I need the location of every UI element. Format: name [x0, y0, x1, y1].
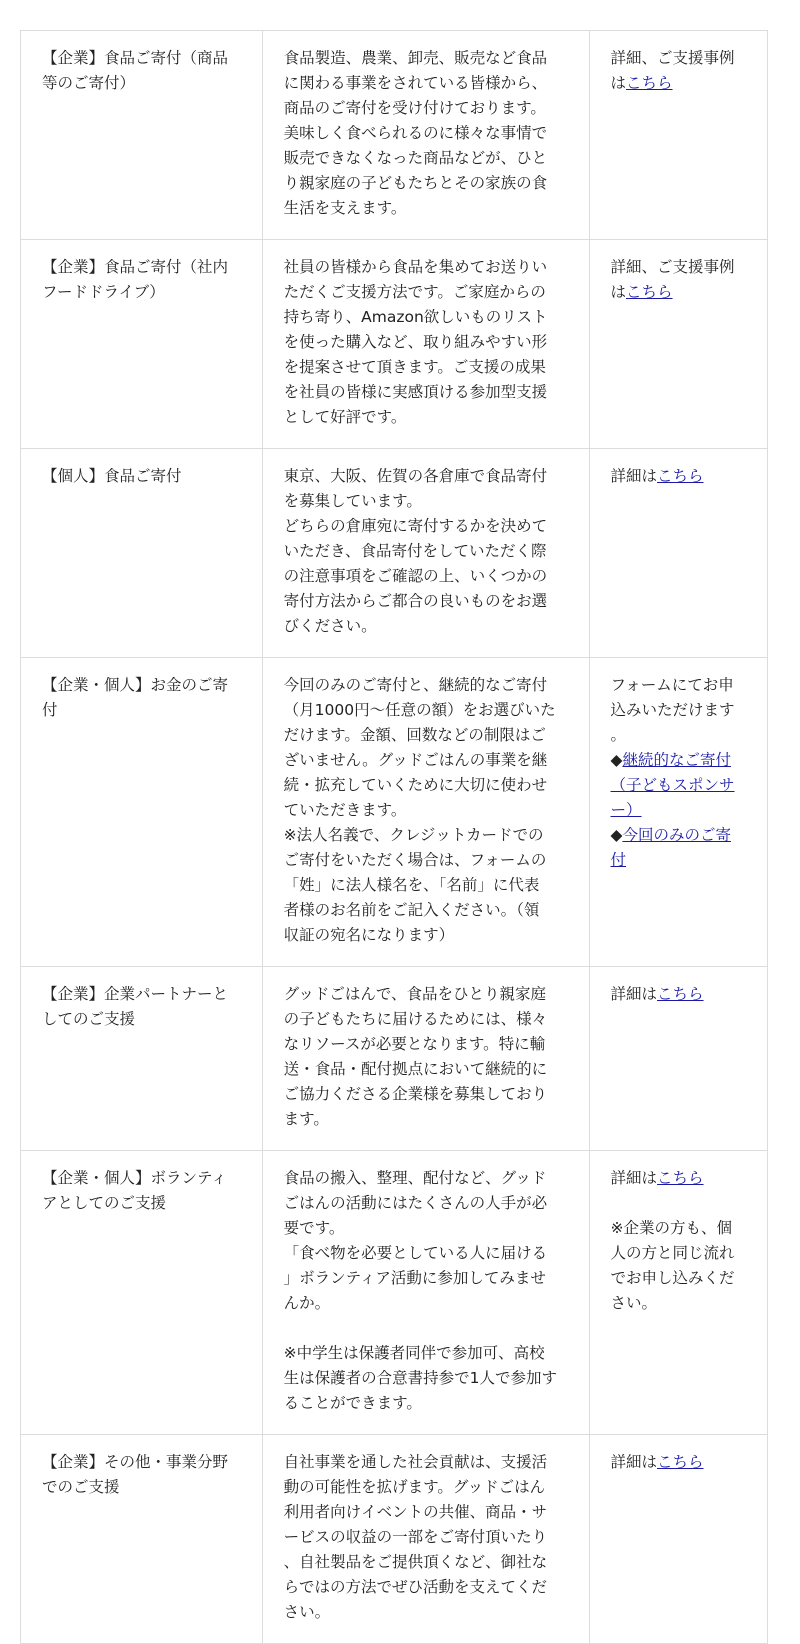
detail-line: [611, 280, 747, 305]
detail-line: [611, 464, 747, 489]
table-row: [21, 1435, 768, 1644]
description-text: ※中学生は保護者同伴で参加可、高校: [283, 1344, 545, 1362]
support-type-text: アとしてのご支援: [42, 1194, 167, 1212]
description-text: だけます。金額、回数などの制限はご: [283, 726, 546, 744]
support-type-cell: [21, 1435, 263, 1644]
detail-link[interactable]: 付: [610, 851, 627, 869]
support-description-cell: [262, 240, 589, 449]
description-text: どちらの倉庫宛に寄付するかを決めて: [283, 517, 548, 535]
support-type-text: 【企業】食品ご寄付（社内: [42, 258, 229, 276]
description-text: 要です。: [283, 1219, 345, 1237]
description-text: 送・食品・配付拠点において継続的に: [283, 1060, 548, 1078]
detail-line: [611, 1291, 747, 1316]
support-detail-cell: [589, 449, 767, 658]
support-description-cell: [262, 658, 589, 967]
detail-link[interactable]: （子どもスポンサ: [610, 776, 735, 794]
detail-line: [611, 723, 747, 748]
detail-line: [611, 255, 747, 280]
description-text: 生は保護者の合意書持参で1人で参加す: [283, 1369, 558, 1387]
description-text: の子どもたちに届けるためには、様々: [283, 1010, 548, 1028]
description-text: 東京、大阪、佐賀の各倉庫で食品寄付: [283, 467, 548, 485]
description-text: を募集しています。: [283, 492, 422, 510]
support-type-text: 等のご寄付）: [42, 74, 136, 92]
detail-line: [611, 1216, 747, 1241]
description-text: り親家庭の子どもたちとその家族の食: [283, 174, 548, 192]
description-text: 食品の搬入、整理、配付など、グッド: [283, 1169, 547, 1187]
support-type-text: 【企業・個人】ボランティ: [42, 1169, 227, 1187]
table-row: [21, 31, 768, 240]
support-description-cell: [262, 31, 589, 240]
description-text: グッドごはんで、食品をひとり親家庭: [283, 985, 547, 1003]
description-text: 利用者向けイベントの共催、商品・サ: [283, 1503, 548, 1521]
support-detail-cell: [589, 31, 767, 240]
description-text: 、自社製品をご提供頂くなど、御社な: [283, 1553, 548, 1571]
detail-link[interactable]: ー）: [610, 801, 642, 819]
table-row: [21, 658, 768, 967]
detail-text: ※企業の方も、個: [610, 1219, 733, 1237]
support-type-text: フードドライブ）: [42, 283, 165, 301]
description-text: ービスの収益の一部をご寄付頂いたり: [283, 1528, 548, 1546]
support-type-cell: [21, 449, 263, 658]
support-type-cell: [21, 1151, 263, 1435]
detail-line: [611, 673, 747, 698]
detail-link[interactable]: 今回のみのご寄: [622, 826, 731, 844]
description-text: なリソースが必要となります。特に輸: [283, 1035, 546, 1053]
support-type-cell: [21, 967, 263, 1151]
description-text: ごはんの活動にはたくさんの人手が必: [283, 1194, 548, 1212]
detail-text: 詳細、ご支援事例: [610, 49, 735, 67]
description-text: の注意事項をご確認の上、いくつかの: [283, 567, 548, 585]
detail-line: [611, 71, 747, 96]
description-text: いただき、食品寄付をしていただく際: [283, 542, 547, 560]
detail-text: は: [610, 74, 627, 92]
support-type-cell: [21, 31, 263, 240]
description-text: さい。: [283, 1603, 331, 1621]
description-text: 商品のご寄付を受け付けております。: [283, 99, 546, 117]
support-methods-table: [20, 30, 768, 1644]
detail-line: [611, 982, 747, 1007]
detail-text: 。: [610, 726, 627, 744]
table-body: [21, 31, 768, 1644]
detail-text: ◆: [610, 826, 623, 844]
detail-text: 詳細は: [610, 985, 658, 1003]
detail-link[interactable]: こちら: [626, 283, 673, 301]
description-text: 者様のお名前をご記入ください。（領: [283, 901, 540, 919]
description-text: 生活を支えます。: [283, 199, 407, 217]
description-text: 寄付方法からご都合の良いものをお選: [283, 592, 548, 610]
detail-line: [611, 698, 747, 723]
blank-line: [611, 1191, 747, 1216]
description-text: に関わる事業をされている皆様から、: [283, 74, 548, 92]
support-detail-cell: [589, 1151, 767, 1435]
description-text: ざいません。グッドごはんの事業を継: [283, 751, 548, 769]
description-text: ご協力くださる企業様を募集しており: [283, 1085, 548, 1103]
description-text: 販売できなくなった商品などが、ひと: [283, 149, 548, 167]
description-text: （月1000円〜任意の額）をお選びいた: [283, 701, 556, 719]
detail-line: [611, 1266, 747, 1291]
detail-line: [611, 1241, 747, 1266]
support-type-text: 付: [42, 701, 58, 719]
detail-link[interactable]: こちら: [626, 74, 673, 92]
description-text: ご寄付をいただく場合は、フォームの: [283, 851, 547, 869]
description-text: 「食べ物を必要としている人に届ける: [283, 1244, 548, 1262]
support-type-text: 【企業】その他・事業分野: [42, 1453, 229, 1471]
detail-line: [611, 823, 747, 848]
description-text: ます。: [283, 1110, 329, 1128]
detail-link[interactable]: こちら: [657, 1169, 704, 1187]
support-type-text: 【企業】企業パートナーと: [42, 985, 229, 1003]
table-row: [21, 449, 768, 658]
detail-text: 詳細は: [610, 1169, 658, 1187]
detail-link[interactable]: こちら: [657, 985, 704, 1003]
table-row: [21, 1151, 768, 1435]
description-text: として好評です。: [283, 408, 407, 426]
detail-line: [611, 798, 747, 823]
table-row: [21, 967, 768, 1151]
detail-text: ◆: [610, 751, 623, 769]
description-text: 自社事業を通した社会貢献は、支援活: [283, 1453, 548, 1471]
support-detail-cell: [589, 658, 767, 967]
support-description-cell: [262, 967, 589, 1151]
description-text: 美味しく食べられるのに様々な事情で: [283, 124, 548, 142]
support-description-cell: [262, 1435, 589, 1644]
description-text: ることができます。: [283, 1394, 422, 1412]
detail-text: 詳細、ご支援事例: [610, 258, 735, 276]
description-text: んか。: [283, 1294, 331, 1312]
detail-text: さい。: [610, 1294, 658, 1312]
support-type-text: 【企業・個人】お金のご寄: [42, 676, 229, 694]
detail-text: 込みいただけます: [610, 701, 735, 719]
description-text: 食品製造、農業、卸売、販売など食品: [283, 49, 548, 67]
detail-text: でお申し込みくだ: [610, 1269, 735, 1287]
description-text: 収証の宛名になります）: [283, 926, 455, 944]
description-text: を使った購入など、取り組みやすい形: [283, 333, 548, 351]
support-detail-cell: [589, 240, 767, 449]
support-detail-cell: [589, 967, 767, 1151]
description-text: 続・拡充していくために大切に使わせ: [283, 776, 548, 794]
description-text: 」ボランティア活動に参加してみませ: [283, 1269, 546, 1287]
support-type-text: でのご支援: [42, 1478, 120, 1496]
detail-text: 詳細は: [610, 1453, 658, 1471]
detail-link[interactable]: こちら: [657, 467, 704, 485]
description-text: 「姓」に法人様名を、「名前」に代表: [283, 876, 540, 894]
detail-link[interactable]: 継続的なご寄付: [622, 751, 731, 769]
detail-text: は: [610, 283, 627, 301]
detail-text: 人の方と同じ流れ: [610, 1244, 735, 1262]
support-description-cell: [262, 1151, 589, 1435]
description-text: を提案させて頂きます。ご支援の成果: [283, 358, 546, 376]
support-type-text: 【個人】食品ご寄付: [42, 467, 182, 485]
description-text: 動の可能性を拡げます。グッドごはん: [283, 1478, 546, 1496]
blank-line: [284, 1316, 569, 1341]
description-text: らではの方法でぜひ活動を支えてくだ: [283, 1578, 547, 1596]
description-text: 持ち寄り、Amazon欲しいものリスト: [283, 308, 548, 326]
description-text: 今回のみのご寄付と、継続的なご寄付: [283, 676, 548, 694]
description-text: ※法人名義で、クレジットカードでの: [283, 826, 544, 844]
detail-text: フォームにてお申: [610, 676, 734, 694]
support-type-text: してのご支援: [42, 1010, 136, 1028]
description-text: ただくご支援方法です。ご家庭からの: [283, 283, 546, 301]
detail-line: [611, 1450, 747, 1475]
detail-line: [611, 1166, 747, 1191]
description-text: ていただきます。: [283, 801, 407, 819]
description-text: びください。: [283, 617, 377, 635]
detail-line: [611, 773, 747, 798]
table-row: [21, 240, 768, 449]
support-type-cell: [21, 658, 263, 967]
description-text: を社員の皆様に実感頂ける参加型支援: [283, 383, 548, 401]
support-type-text: 【企業】食品ご寄付（商品: [42, 49, 229, 67]
support-description-cell: [262, 449, 589, 658]
detail-line: [611, 748, 747, 773]
detail-text: 詳細は: [610, 467, 658, 485]
support-type-cell: [21, 240, 263, 449]
detail-line: [611, 46, 747, 71]
support-detail-cell: [589, 1435, 767, 1644]
detail-link[interactable]: こちら: [657, 1453, 704, 1471]
description-text: 社員の皆様から食品を集めてお送りい: [283, 258, 548, 276]
detail-line: [611, 848, 747, 873]
